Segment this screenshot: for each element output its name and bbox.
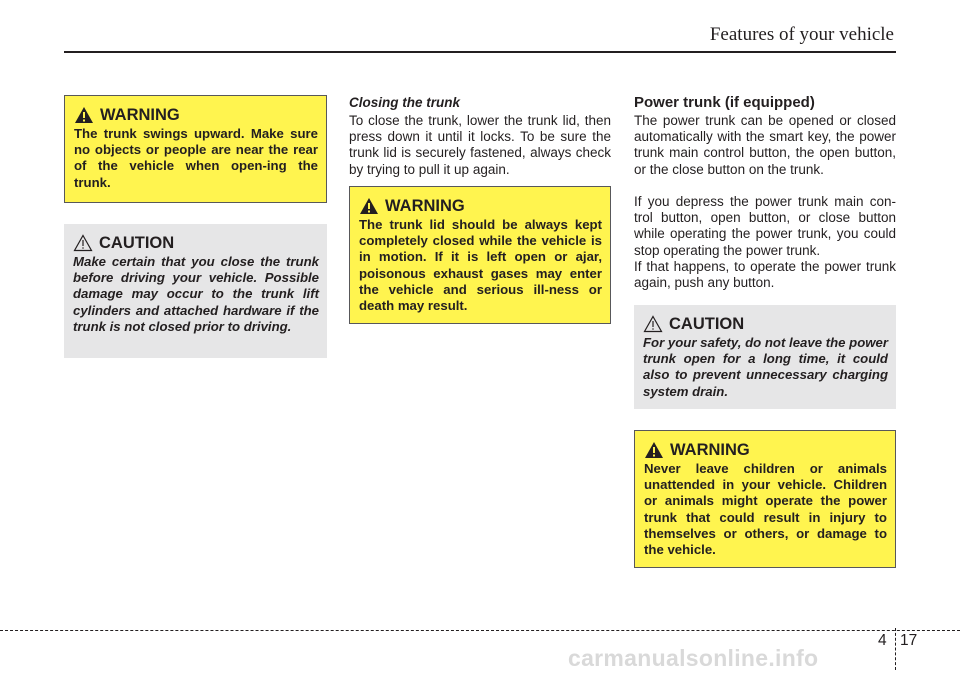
closing-trunk-paragraph: To close the trunk, lower the trunk lid, then press down it until it locks. To be sure the trunk lid is securely fastened, always check by trying to pull it up again. — [349, 113, 611, 177]
warning-text: The trunk swings upward. Make sure no objects or people are near the rear of the vehicle when open-ing the trunk. — [74, 126, 318, 190]
warning-text: The trunk lid should be always kept completely closed while the vehicle is in motion. If it is left open or ajar, poisonous exhaust gases may enter the vehicle and serious ill-ness or death may result. — [359, 217, 602, 314]
watermark: carmanualsonline.info — [568, 645, 819, 671]
page-header-title: Features of your vehicle — [709, 24, 894, 45]
warning-triangle-icon — [644, 441, 664, 459]
warning-box-trunk-swing — [64, 95, 327, 203]
chapter-number: 4 — [878, 632, 887, 649]
header-rule — [64, 51, 896, 53]
footer-rule — [0, 630, 960, 631]
caution-text: For your safety, do not leave the power trunk open for a long time, it could also to prevent unnecessary charging system drain. — [643, 335, 888, 399]
power-trunk-paragraph-1: The power trunk can be opened or closed automatically with the smart key, the power trunk main control button, the open button, or the close button on the trunk. — [634, 113, 896, 177]
footer-divider — [895, 628, 896, 670]
caution-triangle-icon — [643, 315, 663, 333]
warning-box-trunk-lid — [349, 186, 611, 324]
warning-box-children — [634, 430, 896, 568]
caution-heading — [73, 234, 319, 252]
page-number: 17 — [900, 632, 918, 649]
caution-title: CAUTION — [99, 234, 175, 252]
warning-triangle-icon — [359, 197, 379, 215]
caution-box-power-trunk — [634, 305, 896, 409]
caution-heading — [643, 315, 888, 333]
power-trunk-paragraph-3: If that happens, to operate the power trunk again, push any button. — [634, 259, 896, 291]
warning-title: WARNING — [670, 441, 750, 459]
caution-triangle-icon — [73, 234, 93, 252]
power-trunk-heading: Power trunk (if equipped) — [634, 94, 815, 111]
caution-title: CAUTION — [669, 315, 745, 333]
warning-heading — [74, 106, 318, 124]
warning-text: Never leave children or animals unattended in your vehicle. Children or animals might operate the power trunk that could result in injury to themselves or others, or damage to the vehicle. — [644, 461, 887, 558]
warning-title: WARNING — [100, 106, 180, 124]
closing-trunk-heading: Closing the trunk — [349, 95, 460, 110]
warning-title: WARNING — [385, 197, 465, 215]
caution-box-close-trunk — [64, 224, 327, 358]
warning-heading — [359, 197, 602, 215]
power-trunk-paragraph-2: If you depress the power trunk main con-trol button, open button, or close button while operating the power trunk, you could stop operating the power trunk. — [634, 194, 896, 258]
warning-triangle-icon — [74, 106, 94, 124]
caution-text: Make certain that you close the trunk before driving your vehicle. Possible damage may occur to the trunk lift cylinders and attached hardware if the trunk is not closed prior to driving. — [73, 254, 319, 334]
warning-heading — [644, 441, 887, 459]
